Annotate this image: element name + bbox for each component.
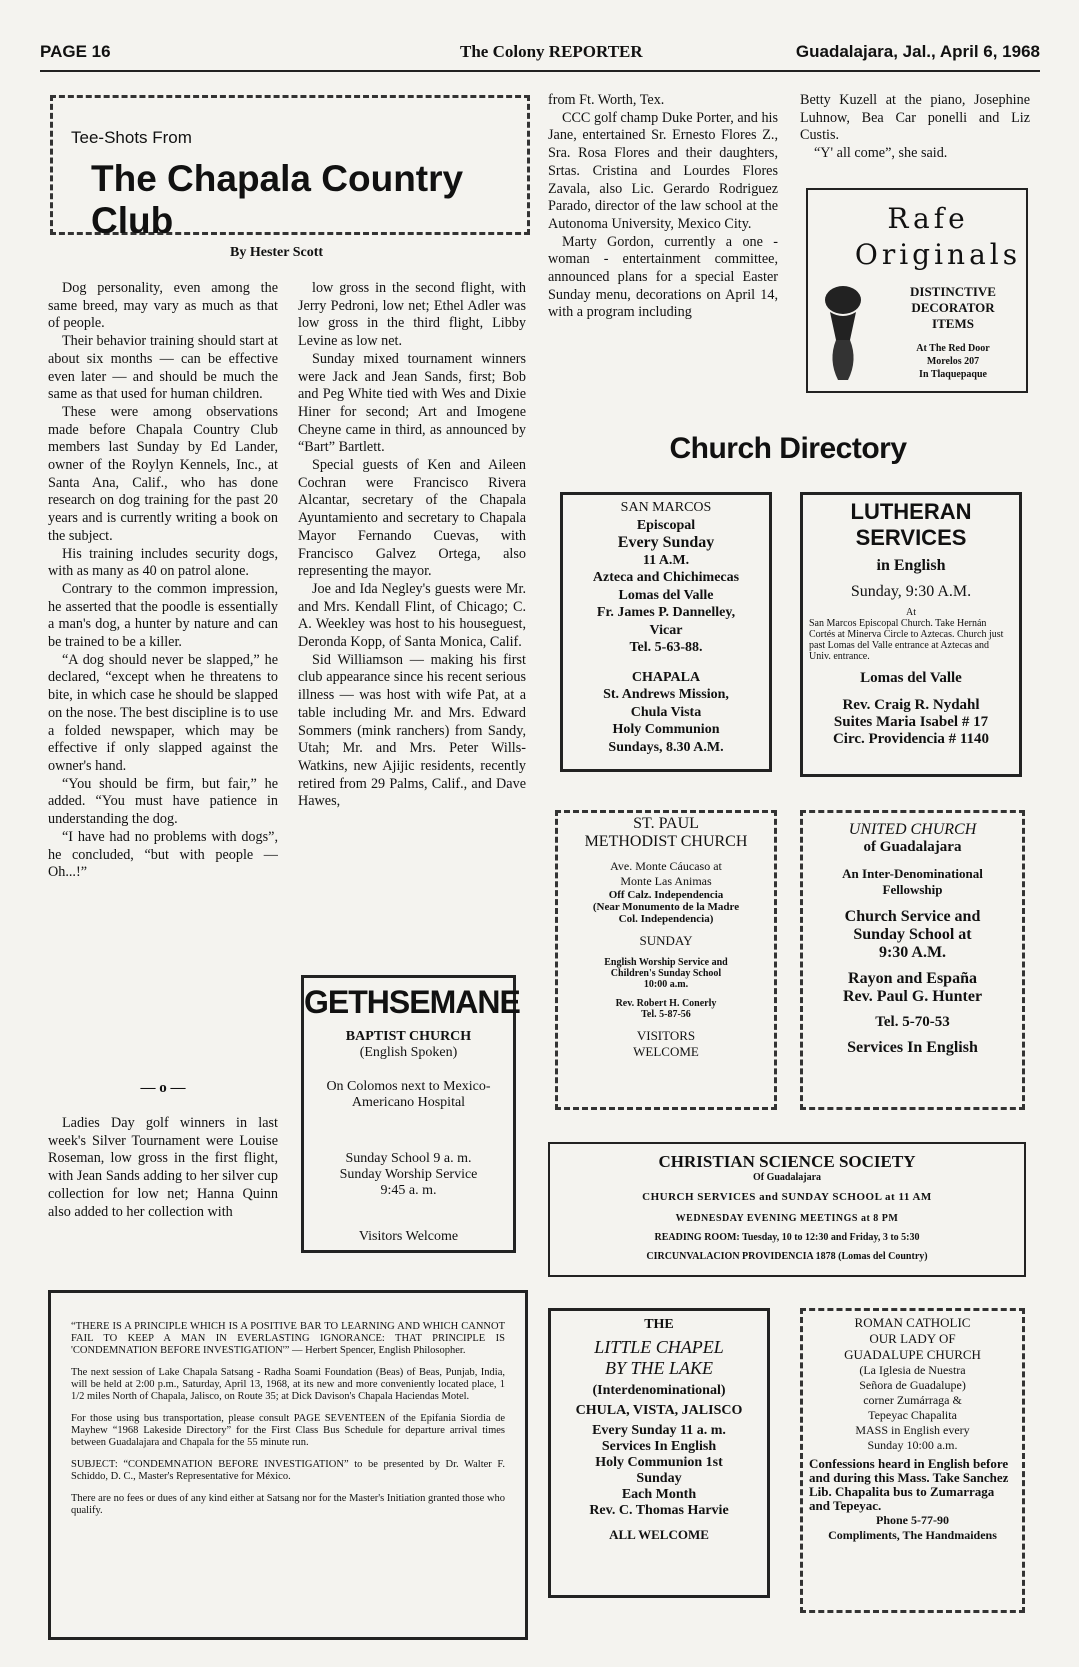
ad-line: Each Month xyxy=(621,1487,697,1502)
paragraph: from Ft. Worth, Tex. xyxy=(548,92,665,108)
gethsemane-schedule: 9:45 a. m. xyxy=(380,1183,437,1198)
rafe-name: Originals xyxy=(854,238,1022,271)
ad-paragraph: “THERE IS A PRINCIPLE WHICH IS A POSITIVE BAR TO LEARNING AND WHICH CANNOT FAIL TO KEEP A MAN IN EVERLASTING IGNORANCE: THAT PRINCIPLE IS 'CONDEMNATION BEFORE INVESTIGATION'” — Herbert Spencer, English Philosopher. xyxy=(71,1321,505,1356)
paragraph: Sid Williamson — making his first club appearance since his recent serious illness — was host with wife Pat, at a table including Mr. and Mrs. Edward Sommers (mink ranchers) from Sandy, Utah; Mr. and Mrs. Peter Wills-Watkins, new Ajijic residents, recently retired from 29 Palms, Calif., and Dave Hawes, xyxy=(298,651,526,810)
gethsemane-schedule: Sunday Worship Service xyxy=(339,1167,478,1182)
ad-line: SAN MARCOS xyxy=(620,500,712,515)
rafe-line: DECORATOR xyxy=(911,300,995,315)
ad-line: Phone 5-77-90 xyxy=(876,1513,949,1527)
ad-line: SERVICES xyxy=(855,525,967,550)
paragraph: Dog personality, even among the same breed, may vary as much as that of people. xyxy=(48,280,278,332)
ad-line: Tel. 5-70-53 xyxy=(875,1014,950,1030)
ad-line: Tepeyac Chapalita xyxy=(868,1408,957,1422)
ad-line: GUADALUPE CHURCH xyxy=(844,1347,981,1362)
header-rule xyxy=(40,70,1040,72)
ad-line: An Inter-Denominational xyxy=(842,866,983,881)
gethsemane-visitors: Visitors Welcome xyxy=(358,1229,459,1244)
teeshots-box xyxy=(50,95,530,241)
catholic-ad xyxy=(800,1308,1025,1613)
lutheran-ad xyxy=(800,492,1022,777)
ad-line: Lomas del Valle xyxy=(860,670,962,686)
ad-line: Tel. 5-87-56 xyxy=(641,1009,691,1020)
column-2 xyxy=(298,280,526,960)
paragraph: “Y' all come”, she said. xyxy=(814,145,948,162)
column-4 xyxy=(800,92,1030,172)
ad-line: corner Zumárraga & xyxy=(863,1393,962,1407)
san-marcos-ad xyxy=(560,492,772,772)
paragraph: These were among observations made before Chapala Country Club members last Sunday by Ed Lander, owner of the Roylyn Kennels, Inc., at Santa Ana, Calif., who has done research on dog training for the past 20 years and is currently writing a book on the subject. xyxy=(48,403,278,544)
ad-line: (Near Monumento de la Madre xyxy=(592,901,740,913)
st-paul-ad xyxy=(555,810,777,1110)
column-1 xyxy=(48,280,278,1085)
ad-line: Fellowship xyxy=(882,882,943,897)
paper-name: The Colony REPORTER xyxy=(460,42,643,61)
ad-line: Fr. James P. Dannelley, xyxy=(596,605,736,620)
ad-line: Monte Las Animas xyxy=(620,874,712,888)
ad-line: Chula Vista xyxy=(630,704,702,720)
ad-line: of Guadalajara xyxy=(863,839,962,855)
paragraph: “You should be firm, but fair,” he added. “You must have patience in understanding the dog. xyxy=(48,775,278,828)
paragraph: Marty Gordon, currently a one - woman - entertainment committee, announced plans for a special Easter Sunday menu, decorations on April 14, with a program including xyxy=(548,233,778,321)
christian-science-ad xyxy=(548,1142,1026,1277)
ad-line: 10:00 a.m. xyxy=(643,979,689,990)
ad-line: Church Service and xyxy=(844,908,981,925)
gethsemane-ad xyxy=(301,975,520,1253)
paragraph: “I have had no problems with dogs”, he concluded, “but with people — Oh...!” xyxy=(48,828,278,881)
ad-line: ROMAN CATHOLIC xyxy=(854,1315,971,1330)
byline: By Hester Scott xyxy=(230,245,324,260)
ad-line: 9:30 A.M. xyxy=(878,944,947,961)
ad-line: Rev. Craig R. Nydahl xyxy=(842,697,980,713)
ad-line: CHURCH SERVICES and SUNDAY SCHOOL at 11 AM xyxy=(642,1191,932,1203)
paragraph: low gross in the second flight, with Jerry Pedroni, low net; Ethel Adler was low gross in the third flight, Libby Levine as low net. xyxy=(298,280,526,350)
ad-line: ST. PAUL xyxy=(633,815,699,832)
ad-line: Services In English xyxy=(601,1439,717,1454)
ad-line: Sunday xyxy=(636,1471,682,1486)
ad-line: BY THE LAKE xyxy=(604,1358,714,1378)
ad-line: VISITORS xyxy=(636,1028,696,1043)
rafe-address: Morelos 207 xyxy=(926,356,980,367)
ad-line: Señora de Guadalupe) xyxy=(859,1378,966,1392)
paragraph: Joe and Ida Negley's guests were Mr. and Mrs. Kendall Flint, of Chicago; C. A. Weekley was host to his houseguest, Deronda Kopp, of Santa Monica, Calif. xyxy=(298,580,526,651)
church-directory-heading: Church Directory xyxy=(669,432,907,465)
paragraph: “A dog should never be slapped,” he declared, “except when he threatens to bite, in which case he should be slapped on the nose. The best discipline is to use a folded newspaper, which may be effective if only slapped against the owner's hand. xyxy=(48,651,278,774)
ad-paragraph: The next session of Lake Chapala Satsang - Radha Soami Foundation (Beas) of Beas, Punjab, India, will be held at 2:00 p.m., Saturday, April 13, 1968, at its new and more conveniently located place, 1 1/2 miles North of Chapala, Jalisco, on Route 35; at Dick Davison's Chapala Haciendas Motel. xyxy=(71,1367,505,1402)
ad-line: Of Guadalajara xyxy=(752,1172,822,1183)
teeshots-title: The Chapala Country Club xyxy=(91,158,464,241)
ad-line: Ave. Monte Cáucaso at xyxy=(610,859,722,873)
ad-line: CHULA, VISTA, JALISCO xyxy=(575,1403,743,1418)
column-3 xyxy=(548,92,778,402)
ad-line: Col. Independencia) xyxy=(618,913,714,925)
ad-line: Every Sunday 11 a. m. xyxy=(592,1423,726,1438)
ad-line: Every Sunday xyxy=(617,534,715,551)
satsang-ad xyxy=(48,1290,528,1640)
ad-line: in English xyxy=(876,557,946,574)
united-church-ad xyxy=(800,810,1025,1110)
ad-line: UNITED CHURCH xyxy=(848,821,977,838)
ad-line: LUTHERAN xyxy=(850,499,972,524)
column-1-bottom xyxy=(48,1115,278,1255)
rafe-name: Rafe xyxy=(887,202,969,235)
ad-line: CIRCUNVALACION PROVIDENCIA 1878 (Lomas del Country) xyxy=(646,1251,928,1262)
ad-line: READING ROOM: Tuesday, 10 to 12:30 and Friday, 3 to 5:30 xyxy=(654,1232,920,1243)
ad-paragraph: For those using bus transportation, please consult PAGE SEVENTEEN of the Epifania Siordia de Mayhew “1968 Lakeside Directory” for the First Class Bus Schedule for departure arrival times between Guadalajara and Chapala for the 55 minute run. xyxy=(71,1413,505,1448)
ad-line: Services In English xyxy=(847,1039,978,1056)
ad-line: St. Andrews Mission, xyxy=(603,687,729,702)
gethsemane-schedule: Sunday School 9 a. m. xyxy=(345,1151,472,1166)
ad-line: MASS in English every xyxy=(855,1423,970,1437)
ad-line: (La Iglesia de Nuestra xyxy=(859,1363,966,1377)
ad-line: SUNDAY xyxy=(639,933,693,948)
ad-line: 11 A.M. xyxy=(642,552,690,568)
paragraph: Contrary to the common impression, he asserted that the poodle is essentially a man's dog, a hunter by nature and can be trained to be a killer. xyxy=(48,580,278,651)
ad-line: Sunday 10:00 a.m. xyxy=(867,1438,958,1452)
paragraph: Their behavior training should start at about six months — can be effective even later — and should be much the same as that used for human children. xyxy=(48,333,278,403)
ad-line: Holy Communion 1st xyxy=(595,1455,723,1470)
paragraph: Special guests of Ken and Aileen Cochran were Francisco Rivera Alcantar, secretary of the Chapala Ayuntamiento and secretary to Chapala Mayor Fernando Cuevas, with Francisco Galvez Ortega, also representing the mayor. xyxy=(298,457,526,580)
ad-line: LITTLE CHAPEL xyxy=(594,1337,724,1357)
ad-line: Episcopal xyxy=(636,517,696,533)
rafe-line: ITEMS xyxy=(932,316,974,331)
ad-line: Sunday, 9:30 A.M. xyxy=(850,583,972,600)
ad-line: Sundays, 8.30 A.M. xyxy=(608,739,724,755)
ad-line: Compliments, The Handmaidens xyxy=(828,1528,997,1542)
ad-line: Lomas del Valle xyxy=(618,587,714,603)
ad-line: CHAPALA xyxy=(631,669,701,685)
page-header xyxy=(40,42,1040,70)
paragraph: CCC golf champ Duke Porter, and his Jane, entertained Sr. Ernesto Flores Z., Sra. Rosa Flores and their daughters, Srtas. Cristina and Lourdes Flores Zavala, also Lic. Gerardo Rodriguez Parado, director of the law school at the Autonoma University, Mexico City. xyxy=(548,109,778,232)
little-chapel-ad xyxy=(548,1308,770,1598)
paragraph: His training includes security dogs, with as many as 40 on patrol alone. xyxy=(48,545,278,580)
ad-line: METHODIST CHURCH xyxy=(584,833,748,850)
ad-line: San Marcos Episcopal Church. Take Hernán Cortés at Minerva Circle to Aztecas. Church just past Lomas del Valle entrance at Aztecas and Univ. entrance. xyxy=(809,618,1004,662)
ad-line: ALL WELCOME xyxy=(609,1527,709,1542)
ad-line: At xyxy=(906,607,916,618)
ad-paragraph: SUBJECT: “CONDEMNATION BEFORE INVESTIGATION” to be presented by Dr. Walter F. Schiddo, D. C., Master's Representative for México. xyxy=(71,1459,505,1482)
paragraph: Sunday mixed tournament winners were Jack and Jean Sands, first; Bob and Peg White tied with Wes and Dixie Hiner for second; Art and Imogene Cheyne came in third, as announced by “Bart” Bartlett. xyxy=(298,350,526,456)
ad-line: Holy Communion xyxy=(612,722,720,737)
ad-line: THE xyxy=(644,1317,674,1332)
ad-line: English Worship Service and xyxy=(604,957,728,968)
ad-line: Vicar xyxy=(649,622,683,638)
ad-line: OUR LADY OF xyxy=(869,1331,956,1346)
ad-line: WELCOME xyxy=(633,1044,699,1059)
gethsemane-sub2: (English Spoken) xyxy=(359,1045,458,1060)
ad-line: Children's Sunday School xyxy=(610,968,722,979)
ad-line: WEDNESDAY EVENING MEETINGS at 8 PM xyxy=(675,1213,899,1224)
ad-line: Confessions heard in English before and during this Mass. Take Sanchez Lib. Chapalita bus to Zumarraga and Tepeyac. xyxy=(809,1456,1009,1513)
ad-line: Off Calz. Independencia xyxy=(608,889,724,901)
ad-line: Azteca and Chichimecas xyxy=(592,570,740,585)
separator: — o — xyxy=(140,1080,186,1096)
gethsemane-title: GETHSEMANE xyxy=(304,984,520,1020)
ad-line: Sunday School at xyxy=(853,926,972,943)
ad-line: Rev. C. Thomas Harvie xyxy=(589,1503,729,1518)
gethsemane-location: On Colomos next to Mexico-Americano Hospital xyxy=(326,1079,491,1110)
ad-line: CHRISTIAN SCIENCE SOCIETY xyxy=(658,1152,916,1171)
ad-line: Tel. 5-63-88. xyxy=(629,640,703,655)
dateline: Guadalajara, Jal., April 6, 1968 xyxy=(795,42,1040,61)
vase-icon xyxy=(818,280,868,390)
ad-line: Rev. Paul G. Hunter xyxy=(842,988,983,1005)
ad-paragraph: There are no fees or dues of any kind either at Satsang nor for the Master's Initiation granted those who qualify. xyxy=(71,1493,505,1516)
ad-line: Circ. Providencia # 1140 xyxy=(832,731,990,747)
paragraph: Betty Kuzell at the piano, Josephine Luhnow, Bea Car ponelli and Liz Custis. xyxy=(800,92,1030,144)
ad-line: Rev. Robert H. Conerly xyxy=(615,998,717,1009)
ad-line: (Interdenominational) xyxy=(592,1383,726,1398)
gethsemane-sub: BAPTIST CHURCH xyxy=(345,1029,472,1044)
ad-line: Rayon and España xyxy=(848,970,977,987)
teeshots-kicker: Tee-Shots From xyxy=(71,128,192,147)
page-number: PAGE 16 xyxy=(40,42,111,61)
rafe-originals-ad xyxy=(806,188,1028,393)
rafe-address: In Tlaquepaque xyxy=(919,369,987,380)
rafe-line: DISTINCTIVE xyxy=(910,284,996,299)
rafe-address: At The Red Door xyxy=(916,343,990,354)
ad-line: Suites Maria Isabel # 17 xyxy=(833,714,989,730)
paragraph: Ladies Day golf winners in last week's Silver Tournament were Louise Roseman, low gross in the first flight, with Jean Sands adding to her silver cup collection for low net; Hanna Quinn also added to her collection with xyxy=(48,1115,278,1220)
